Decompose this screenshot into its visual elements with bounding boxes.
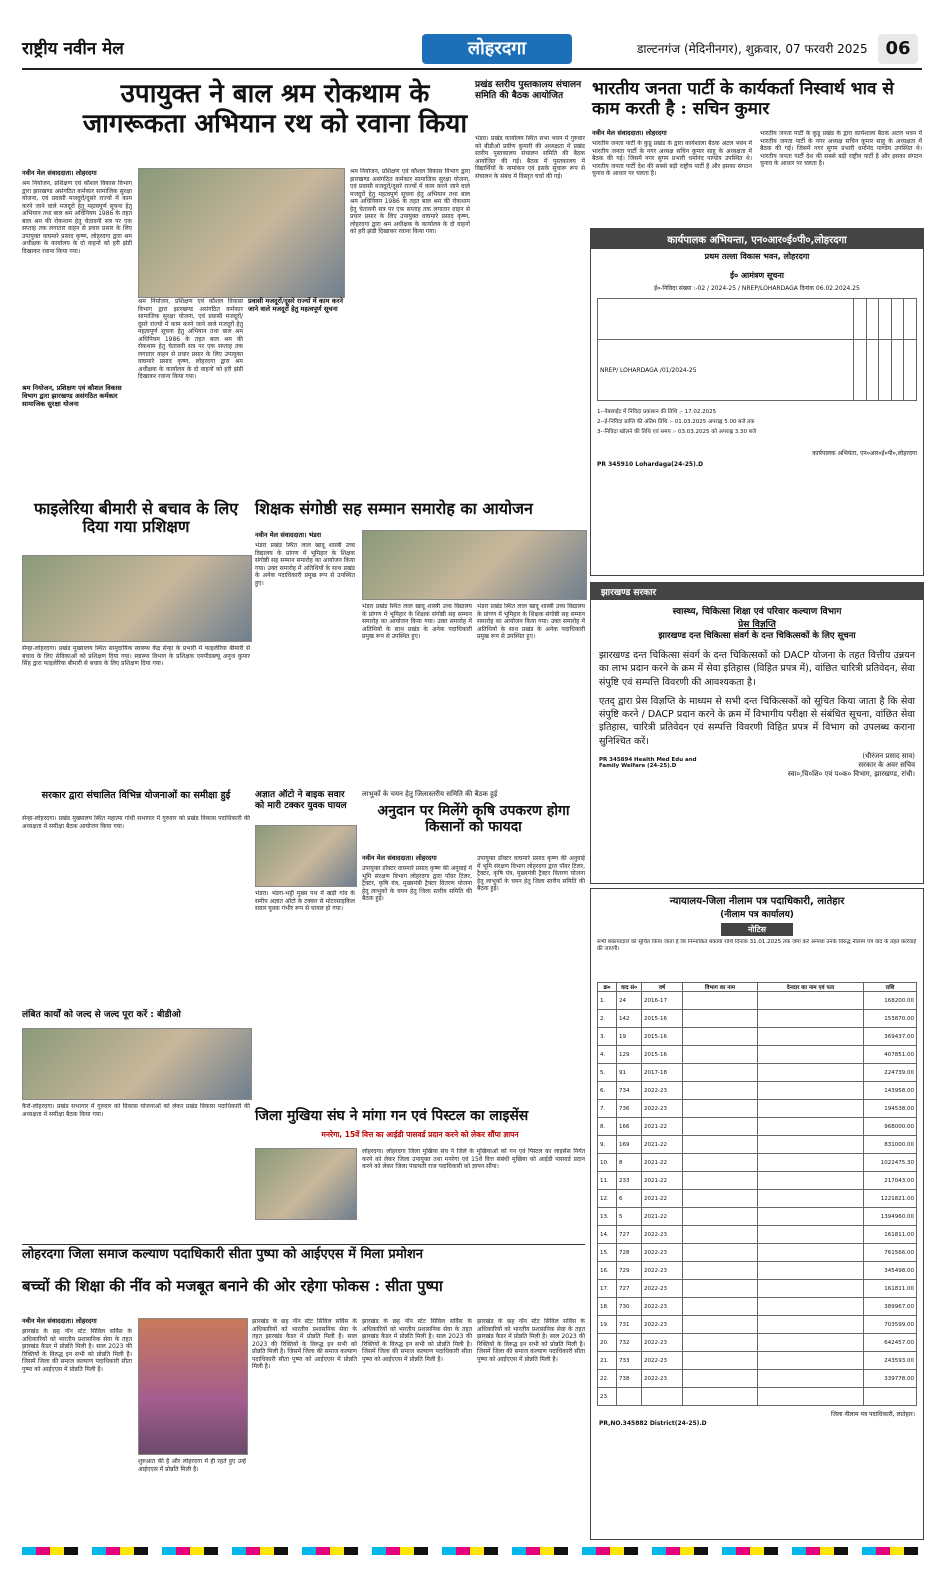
- story1-body-col3: श्रम नियोजन, प्रशिक्षण एवं कौशल विकास विभाग द्वारा झारखण्ड असंगठित कर्मकार सामाजिक सुरक्षा योजना, एवं प्रवासी मजदूरों/दूसरे राज्यों में काम करने जाने वाले मजदूरों हेतु महत्वपूर्ण सूचना हेतु अभियान तथा बाल श्रम अधिनियम 1986 के तहत बाल श्रम की रोकथाम हेतु चेतावनी सत्र पर एक सप्ताह तक लगातार वाहन से प्रचार प्रसार के लिए उपायुक्त वाघमारे प्रसाद कृष्ण, लोहरदगा द्वारा श्रम अधीक्षक के कार्यालय के दो वाहनों को हरी झंडी दिखाकर रवाना किया गया।: [350, 168, 470, 235]
- promotion-rule: [22, 1244, 585, 1245]
- story1-body: श्रम नियोजन, प्रशिक्षण एवं कौशल विकास विभाग द्वारा झारखण्ड असंगठित कर्मकार सामाजिक सुरक्षा योजना, एवं प्रवासी मजदूरों/दूसरे राज्यों में काम करने जाने वाले मजदूरों हेतु महत्वपूर्ण सूचना हेतु अभियान तथा बाल श्रम अधिनियम 1986 के तहत बाल श्रम की रोकथाम हेतु चेतावनी सत्र पर एक सप्ताह तक लगातार वाहन से प्रचार प्रसार के लिए उपायुक्त वाघमारे प्रसाद कृष्ण, लोहरदगा द्वारा श्रम अधीक्षक के कार्यालय के दो वाहनों को हरी झंडी दिखाकर रवाना किया गया।: [22, 180, 132, 255]
- auto-body: भंडरा। भंडरा-भट्ठी मुख्य पथ में खड़ी गांव के समीप अज्ञात ऑटो के टक्कर से मोटरसाइकिल सवार युवक गंभीर रूप से घायल हो गया।: [255, 890, 355, 912]
- row-department: [683, 1172, 758, 1190]
- row-case: 166: [617, 1118, 642, 1136]
- masthead: [22, 34, 922, 70]
- row-case: 233: [617, 1172, 642, 1190]
- row-amount: 761566.00: [864, 1244, 917, 1262]
- auction-table-row: [598, 1262, 917, 1280]
- row-amount: 168200.00: [864, 992, 917, 1010]
- row-department: [683, 1298, 758, 1316]
- row-case: 732: [617, 1334, 642, 1352]
- story1-subhead: श्रम नियोजन, प्रशिक्षण एवं कौशल विकास विभाग द्वारा झारखण्ड असंगठित कर्मकार सामाजिक सुरक्षा योजना: [22, 384, 122, 408]
- tender-date-3: 3--निविदा खोलने की तिथि एवं समय :- 03.03.2025 को अपराह्न 3.30 बजे: [597, 429, 757, 435]
- teacher-headline: शिक्षक संगोष्ठी सह सम्मान समारोह का आयोजन: [255, 499, 533, 518]
- row-year: 2022-23: [642, 1352, 683, 1370]
- row-amount: 968000.00: [864, 1118, 917, 1136]
- row-case: 727: [617, 1226, 642, 1244]
- tender-date-1: 1--वेबसाईट में निविदा प्रकाशन की तिथि :- 17.02.2025: [597, 409, 717, 415]
- filaria-headline: फाइलेरिया बीमारी से बचाव के लिए दिया गया प्रशिक्षण: [33, 499, 239, 537]
- row-year: 2015-16: [642, 1028, 683, 1046]
- health-sign-name: (धीरंजन प्रसाद साव): [862, 752, 915, 761]
- row-debtor: [758, 1100, 864, 1118]
- row-case: 8: [617, 1154, 642, 1172]
- bjp-byline: नवीन मेल संवाददाता। लोहरदगा: [592, 129, 667, 137]
- row-year: 2015-16: [642, 1010, 683, 1028]
- row-case: 5: [617, 1208, 642, 1226]
- health-para1: झारखण्ड दन्त चिकित्सा संवर्ग के दन्त चिकित्सकों को DACP योजना के तहत वित्तीय उन्नयन का लाभ प्रदान करने के क्रम में सेवा इतिहास (विहित प्रपत्र में), वांछित चारित्री प्रतिवेदन, सेवा संपुष्टि एवं सम्पत्ति विवरणी की आवश्यकता है।: [599, 650, 915, 688]
- row-year: 2022-23: [642, 1280, 683, 1298]
- row-amount: 831000.00: [864, 1136, 917, 1154]
- row-amount: 143958.00: [864, 1082, 917, 1100]
- promotion-body-col2: झारखंड के छह नॉन स्टेट सिविल सर्विस के अधिकारियों को भारतीय प्रशासनिक सेवा के तहत झारखंड कैडर में प्रोन्नति मिली है। साल 2023 की रिक्तियों के विरुद्ध इन सभी को प्रोन्नति मिली है। जिसमें जिला की समाज कल्याण पदाधिकारी सीता पुष्पा को आईएएस में प्रोन्नति मिली है।: [252, 1318, 357, 1370]
- row-case: 24: [617, 992, 642, 1010]
- review-headline: सरकार द्वारा संचालित विभिन्न योजनाओं का समीक्षा हुई: [41, 790, 231, 801]
- health-sign-role: सरकार के अवर सचिव: [858, 761, 915, 770]
- tender-header: कार्यपालक अभियन्ता, एन०आर०ई०पी०,लोहरदगा: [591, 229, 923, 249]
- row-case: 734: [617, 1082, 642, 1100]
- promotion-byline: नवीन मेल संवाददाता। लोहरदगा: [22, 1317, 97, 1325]
- row-case: 6: [617, 1190, 642, 1208]
- auction-table-row: [598, 1136, 917, 1154]
- auto-headline: अज्ञात ऑटो ने बाइक सवार को मारी टक्कर युवक घायल: [255, 790, 347, 811]
- row-department: [683, 1118, 758, 1136]
- col-department: विभाग का नाम: [683, 983, 758, 992]
- row-department: [683, 1352, 758, 1370]
- row-case: 169: [617, 1136, 642, 1154]
- row-debtor: [758, 1226, 864, 1244]
- row-year: 2022-23: [642, 1082, 683, 1100]
- tender-pr: PR 345910 Lohardaga(24-25).D: [597, 461, 704, 468]
- row-serial: 19.: [598, 1316, 617, 1334]
- bjp-headline: भारतीय जनता पार्टी के कार्यकर्ता निस्वार्थ भाव से काम करती है : सचिन कुमार: [592, 79, 894, 119]
- row-debtor: [758, 1028, 864, 1046]
- row-debtor: [758, 1046, 864, 1064]
- bjp-body: भारतीय जनता पार्टी के कुडू प्रखंड के द्वारा कार्यशाला बैठक अटल भवन में भारतीय जनता पार्टी के नगर अध्यक्ष सचिन कुमार साहु के अध्यक्षता में बैठक की गई। जिसमें नगर सुगम प्रभारी धर्मानंद पाण्डेय उपस्थित थे। भारतीय जनता पार्टी देश की सबसे बड़ी राष्ट्रीय पार्टी है और इसका संगठन चुनाव के आधार पर चलता है।: [592, 140, 752, 177]
- auction-table-row: [598, 1370, 917, 1388]
- auction-signoff: जिला नीलाम पत्र पदाधिकारी, लातेहार।: [830, 1411, 915, 1418]
- health-dept: स्वास्थ्य, चिकित्सा शिक्षा एवं परिवार कल्याण विभाग: [672, 607, 842, 617]
- row-department: [683, 1334, 758, 1352]
- row-year: 2022-23: [642, 1244, 683, 1262]
- row-debtor: [758, 1244, 864, 1262]
- auction-table-row: [598, 992, 917, 1010]
- row-serial: 7.: [598, 1100, 617, 1118]
- row-serial: 17.: [598, 1280, 617, 1298]
- row-debtor: [758, 1370, 864, 1388]
- row-serial: 11.: [598, 1172, 617, 1190]
- row-debtor: [758, 1352, 864, 1370]
- col-serial: क्र०: [598, 983, 617, 992]
- row-serial: 15.: [598, 1244, 617, 1262]
- auction-table-row: [598, 1244, 917, 1262]
- row-debtor: [758, 1262, 864, 1280]
- review-body: सेन्हा-लोहरदगा। प्रखंड मुख्यालय स्थित महात्मा गांधी सभागार में गुरुवार को प्रखंड विकास पदाधिकारी की अध्यक्षता में समीक्षा बैठक आयोजन किया गया।: [22, 815, 250, 830]
- row-year: [642, 1388, 683, 1406]
- filaria-photo: [22, 555, 252, 642]
- row-year: 2015-16: [642, 1046, 683, 1064]
- tender-ref: ई०-निविदा संख्या :-02 / 2024-25 / NREP/LOHARDAGA दिनांक 06.02.2024.25: [654, 285, 860, 292]
- row-serial: 4.: [598, 1046, 617, 1064]
- agri-byline: नवीन मेल संवाददाता। लोहरदगा: [362, 854, 437, 862]
- auction-table-row: [598, 1118, 917, 1136]
- mukhiya-headline: जिला मुखिया संघ ने मांगा गन एवं पिस्टल का लाइसेंस: [255, 1108, 529, 1124]
- row-amount: 161811.00: [864, 1280, 917, 1298]
- row-serial: 21.: [598, 1352, 617, 1370]
- promotion-body-col3: झारखंड के छह नॉन स्टेट सिविल सर्विस के अधिकारियों को भारतीय प्रशासनिक सेवा के तहत झारखंड कैडर में प्रोन्नति मिली है। साल 2023 की रिक्तियों के विरुद्ध इन सभी को प्रोन्नति मिली है। जिसमें जिला की समाज कल्याण पदाधिकारी सीता पुष्पा को आईएएस में प्रोन्नति मिली है।: [362, 1318, 472, 1363]
- auction-table-row: [598, 1172, 917, 1190]
- auction-table-row: [598, 1100, 917, 1118]
- row-case: [617, 1388, 642, 1406]
- row-amount: 243593.00: [864, 1352, 917, 1370]
- auto-photo: [255, 825, 357, 887]
- col-debtor: देनदार का नाम एवं पता: [758, 983, 864, 992]
- agri-headline: अनुदान पर मिलेंगे कृषि उपकरण होगा किसानों को फायदा: [377, 803, 570, 836]
- registration-colorbar: [22, 1547, 922, 1555]
- health-notice: [590, 582, 924, 884]
- row-department: [683, 1226, 758, 1244]
- library-headline: प्रखंड स्तरीय पुस्तकालय संचालन समिति की बैठक आयोजित: [475, 80, 582, 101]
- row-serial: 3.: [598, 1028, 617, 1046]
- row-serial: 9.: [598, 1136, 617, 1154]
- story1-caption: प्रवासी मजदूरों/दूसरे राज्यों में काम करने जाने वाले मजदूरों हेतु महत्वपूर्ण सूचना: [248, 297, 343, 313]
- auction-table-row: [598, 1082, 917, 1100]
- health-title: प्रेस विज्ञप्ति: [738, 620, 776, 630]
- auction-title: न्यायालय-जिला नीलाम पत्र पदाधिकारी, लातेहार: [669, 896, 845, 907]
- row-department: [683, 1370, 758, 1388]
- row-amount: 389967.00: [864, 1298, 917, 1316]
- newspaper-brand: राष्ट्रीय नवीन मेल: [22, 39, 124, 59]
- auction-table-row: [598, 1316, 917, 1334]
- health-para2: एतद् द्वारा प्रेस विज्ञप्ति के माध्यम से सभी दन्त चिकित्सकों को सूचित किया जाता है कि सेवा संपुष्टि करने / DACP प्रदान करने के क्रम में विभागीय परीक्षा से संबंधित सूचना, वांछित सेवा इतिहास, चारित्री प्रतिवेदन एवं सम्पत्ति विवरणी विहित प्रपत्र में विभाग को उपलब्ध कराना सुनिश्चित करें।: [599, 695, 915, 747]
- row-department: [683, 1046, 758, 1064]
- teacher-byline: नवीन मेल संवाददाता। भंडरा: [255, 531, 322, 539]
- row-department: [683, 1154, 758, 1172]
- auction-table-header: [598, 983, 917, 992]
- row-serial: 10.: [598, 1154, 617, 1172]
- row-amount: 194538.00: [864, 1100, 917, 1118]
- row-serial: 23.: [598, 1388, 617, 1406]
- row-serial: 8.: [598, 1118, 617, 1136]
- library-body: भंडरा। प्रखंड कार्यालय स्थित सभा भवन में गुरुवार को बीडीओ प्रवीण कुमारी की अध्यक्षता में प्रखंड स्तरीय पुस्तकालय संचालन समिति की बैठक आयोजित की गई। बैठक में पुस्तकालय में विद्यार्थियों के नामांकन एवं इसके सुचारू रूप से संचालन के संबंध में विस्तृत चर्चा की गई।: [475, 135, 585, 180]
- tender-notice: [590, 228, 924, 576]
- row-serial: 12.: [598, 1190, 617, 1208]
- pending-body: कैरो-लोहरदगा। प्रखंड सभागार में गुरुवार को विकास योजनाओं को लेकर प्रखंड विकास पदाधिकारी की अध्यक्षता में समीक्षा बैठक किया गया।: [22, 1103, 250, 1118]
- row-serial: 22.: [598, 1370, 617, 1388]
- row-debtor: [758, 1388, 864, 1406]
- row-year: 2021-22: [642, 1154, 683, 1172]
- auction-table-row: [598, 1280, 917, 1298]
- row-debtor: [758, 1298, 864, 1316]
- agri-kicker: लाभुकों के चयन हेतु जिलास्तरीय समिति की बैठक हुई: [362, 790, 498, 798]
- row-amount: 161811.00: [864, 1226, 917, 1244]
- row-year: 2017-18: [642, 1064, 683, 1082]
- row-department: [683, 1064, 758, 1082]
- section-title: लोहरदगा: [422, 34, 572, 64]
- promotion-headline: बच्चों की शिक्षा की नींव को मजबूत बनाने की ओर रहेगा फोकस : सीता पुष्पा: [22, 1277, 443, 1295]
- row-amount: 369437.00: [864, 1028, 917, 1046]
- row-case: 728: [617, 1244, 642, 1262]
- pending-photo: [22, 1028, 252, 1100]
- col-amount: राशि: [864, 983, 917, 992]
- row-amount: 703599.00: [864, 1316, 917, 1334]
- row-amount: 407851.00: [864, 1046, 917, 1064]
- row-debtor: [758, 1136, 864, 1154]
- sita-pushpa-photo: [138, 1318, 248, 1455]
- auction-table-row: [598, 1064, 917, 1082]
- row-year: 2021-22: [642, 1208, 683, 1226]
- auction-table-row: [598, 1028, 917, 1046]
- health-govt: झारखण्ड सरकार: [591, 583, 923, 600]
- auction-table-row: [598, 1334, 917, 1352]
- tender-signoff: कार्यपालक अभियंता, एन०आर०ई०पी०,लोहरदगा: [812, 450, 917, 457]
- row-amount: 642457.00: [864, 1334, 917, 1352]
- row-debtor: [758, 1154, 864, 1172]
- agri-body-cont: उपायुक्त डॉक्टर वाघमारे प्रसाद कृष्ण की अनुवाई में भूमि संरक्षण विभाग लोहरदगा द्वारा पॉवर टिलर, ट्रैक्टर, कृषि यंत्र, मुख्यमंत्री ट्रैक्टर वितरण योजना हेतु लाभुकों के चयन हेतु जिला स्तरीय समिति की बैठक हुई।: [477, 855, 585, 892]
- row-department: [683, 1280, 758, 1298]
- tender-table: [597, 298, 917, 401]
- promotion-body: झारखंड के छह नॉन स्टेट सिविल सर्विस के अधिकारियों को भारतीय प्रशासनिक सेवा के तहत झारखंड कैडर में प्रोन्नति मिली है। साल 2023 की रिक्तियों के विरुद्ध इन सभी को प्रोन्नति मिली है। जिसमें जिला की समाज कल्याण पदाधिकारी सीता पुष्पा को आईएएस में प्रोन्नति मिली है।: [22, 1328, 132, 1373]
- row-year: 2022-23: [642, 1316, 683, 1334]
- auction-table-row: [598, 1046, 917, 1064]
- row-department: [683, 1262, 758, 1280]
- row-department: [683, 1082, 758, 1100]
- auction-intro: सभी बकायादारों को सूचित किया जाता है कि निम्नांकित बकाया राशि दिनांक 31.01.2025 तक जमा करें अन्यथा उनके विरुद्ध नीलाम पत्र वाद के तहत कार्रवाई की जाएगी।: [597, 939, 917, 953]
- row-year: 2022-23: [642, 1226, 683, 1244]
- row-department: [683, 1190, 758, 1208]
- row-case: 727: [617, 1280, 642, 1298]
- row-amount: 339778.00: [864, 1370, 917, 1388]
- row-year: 2021-22: [642, 1136, 683, 1154]
- row-department: [683, 1244, 758, 1262]
- auction-table-row: [598, 1190, 917, 1208]
- row-year: 2022-23: [642, 1334, 683, 1352]
- row-department: [683, 992, 758, 1010]
- row-debtor: [758, 1172, 864, 1190]
- row-case: 738: [617, 1370, 642, 1388]
- row-debtor: [758, 1190, 864, 1208]
- mukhiya-kicker: मनरेगा, 15वें वित्त का आईडी पासवर्ड प्रदान करने को लेकर सौंपा ज्ञापन: [321, 1130, 519, 1139]
- mukhiya-body: लोहरदगा। लोहरदगा जिला मुखिया संघ ने जिले के मुखियाओं को गन एवं पिस्टल का लाइसेंस निर्गत करने को लेकर जिला उपायुक्त तथा मनरेगा एवं 15वें वित्त संबंधी मुखिया को आईडी पासवर्ड प्रदान करने को लेकर जिला पंचायती राज पदाधिकारी को ज्ञापन सौंपा।: [362, 1148, 585, 1170]
- dateline: डाल्टनगंज (मेदिनीनगर), शुक्रवार, 07 फरवरी 2025: [637, 42, 868, 56]
- health-subtitle: झारखण्ड दन्त चिकित्सा संवर्ग के दन्त चिकित्सकों के लिए सूचना: [658, 631, 856, 641]
- row-case: 142: [617, 1010, 642, 1028]
- story1-body-cont: श्रम नियोजन, प्रशिक्षण एवं कौशल विकास विभाग द्वारा झारखण्ड असंगठित कर्मकार सामाजिक सुरक्षा योजना, एवं प्रवासी मजदूरों/दूसरे राज्यों में काम करने जाने वाले मजदूरों हेतु महत्वपूर्ण सूचना हेतु अभियान तथा बाल श्रम अधिनियम 1986 के तहत बाल श्रम की रोकथाम हेतु चेतावनी सत्र पर एक सप्ताह तक लगातार वाहन से प्रचार प्रसार के लिए उपायुक्त वाघमारे प्रसाद कृष्ण, लोहरदगा द्वारा श्रम अधीक्षक के कार्यालय के दो वाहनों को हरी झंडी दिखाकर रवाना किया गया।: [138, 298, 243, 380]
- col-year: वर्ष: [642, 983, 683, 992]
- row-serial: 1.: [598, 992, 617, 1010]
- row-department: [683, 1010, 758, 1028]
- pending-headline: लंबित कार्यों को जल्द से जल्द पूरा करें : बीडीओ: [22, 1010, 181, 1020]
- row-amount: 345498.00: [864, 1262, 917, 1280]
- row-serial: 14.: [598, 1226, 617, 1244]
- auction-table-row: [598, 1154, 917, 1172]
- auction-notice-label: नोटिस: [721, 923, 793, 936]
- row-amount: 153870.00: [864, 1010, 917, 1028]
- row-year: 2022-23: [642, 1100, 683, 1118]
- auction-table-row: [598, 1208, 917, 1226]
- teacher-body: भंडरा प्रखंड स्थित लाल खादू शास्त्री उच्च विद्यालय के प्रांगण में भूमिहार के शिक्षक संगोष्ठी सह सम्मान समारोह का आयोजन किया गया। उक्त समारोह में अतिथियों के साथ प्रखंड के अनेक पदाधिकारी प्रमुख रूप से उपस्थित हुए।: [255, 542, 355, 587]
- teacher-body-cont: भंडरा प्रखंड स्थित लाल खादू शास्त्री उच्च विद्यालय के प्रांगण में भूमिहार के शिक्षक संगोष्ठी सह सम्मान समारोह का आयोजन किया गया। उक्त समारोह में अतिथियों के साथ प्रखंड के अनेक पदाधिकारी प्रमुख रूप से उपस्थित हुए।: [362, 603, 472, 640]
- auction-table-row: [598, 1226, 917, 1244]
- agri-body: उपायुक्त डॉक्टर वाघमारे प्रसाद कृष्ण की अनुवाई में भूमि संरक्षण विभाग लोहरदगा द्वारा पॉवर टिलर, ट्रैक्टर, कृषि यंत्र, मुख्यमंत्री ट्रैक्टर वितरण योजना हेतु लाभुकों के चयन हेतु जिला स्तरीय समिति की बैठक हुई।: [362, 865, 472, 902]
- filaria-body: सेन्हा-लोहरदगा। प्रखंड मुख्यालय स्थित सामुदायिक स्वास्थ्य केंद्र सेन्हा के प्रभारी में फाइलेरिया बीमारी से बचाव के लिए सेविकाओं को प्रशिक्षण दिया गया। स्वास्थ्य विभाग के प्रशिक्षक एमपीडब्ल्यू अनुज कुमार सिंह द्वारा फाइलेरिया बीमारी से बचाव के लिए प्रशिक्षण दिया गया।: [22, 645, 250, 667]
- row-year: 2021-22: [642, 1190, 683, 1208]
- row-amount: 217043.00: [864, 1172, 917, 1190]
- row-serial: 6.: [598, 1082, 617, 1100]
- row-serial: 18.: [598, 1298, 617, 1316]
- row-debtor: [758, 1082, 864, 1100]
- row-year: 2021-22: [642, 1172, 683, 1190]
- teacher-photo: [362, 530, 587, 600]
- row-amount: 224739.00: [864, 1064, 917, 1082]
- col-case: वाद सं०: [617, 983, 642, 992]
- row-amount: 1221821.00: [864, 1190, 917, 1208]
- row-year: 2022-23: [642, 1298, 683, 1316]
- auction-table-row: [598, 1352, 917, 1370]
- auction-notice: [590, 888, 924, 1540]
- row-case: 733: [617, 1352, 642, 1370]
- row-department: [683, 1100, 758, 1118]
- auction-pr: PR,NO.345882 District(24-25).D: [599, 1420, 707, 1427]
- row-debtor: [758, 1010, 864, 1028]
- story1-byline: नवीन मेल संवाददाता। लोहरदगा: [22, 169, 97, 177]
- row-case: 731: [617, 1316, 642, 1334]
- row-case: 129: [617, 1046, 642, 1064]
- tender-title: ई० आमंत्रण सूचना: [730, 271, 784, 280]
- row-debtor: [758, 1334, 864, 1352]
- row-debtor: [758, 992, 864, 1010]
- row-case: 91: [617, 1064, 642, 1082]
- teacher-body-col3: भंडरा प्रखंड स्थित लाल खादू शास्त्री उच्च विद्यालय के प्रांगण में भूमिहार के शिक्षक संगोष्ठी सह सम्मान समारोह का आयोजन किया गया। उक्त समारोह में अतिथियों के साथ प्रखंड के अनेक पदाधिकारी प्रमुख रूप से उपस्थित हुए।: [477, 603, 585, 640]
- story1-headline: उपायुक्त ने बाल श्रम रोकथाम के जागरूकता अभियान रथ को रवाना किया: [82, 79, 468, 139]
- promotion-body-col4: झारखंड के छह नॉन स्टेट सिविल सर्विस के अधिकारियों को भारतीय प्रशासनिक सेवा के तहत झारखंड कैडर में प्रोन्नति मिली है। साल 2023 की रिक्तियों के विरुद्ध इन सभी को प्रोन्नति मिली है। जिसमें जिला की समाज कल्याण पदाधिकारी सीता पुष्पा को आईएएस में प्रोन्नति मिली है।: [477, 1318, 585, 1363]
- auction-subtitle: (नीलाम पत्र कार्यालय): [720, 910, 794, 920]
- row-amount: [864, 1388, 917, 1406]
- mukhiya-photo: [255, 1148, 357, 1220]
- row-case: 729: [617, 1262, 642, 1280]
- row-serial: 13.: [598, 1208, 617, 1226]
- row-case: 730: [617, 1298, 642, 1316]
- row-department: [683, 1388, 758, 1406]
- row-serial: 20.: [598, 1334, 617, 1352]
- row-serial: 16.: [598, 1262, 617, 1280]
- bjp-body-cont: भारतीय जनता पार्टी के कुडू प्रखंड के द्वारा कार्यशाला बैठक अटल भवन में भारतीय जनता पार्टी के नगर अध्यक्ष सचिन कुमार साहु के अध्यक्षता में बैठक की गई। जिसमें नगर सुगम प्रभारी धर्मानंद पाण्डेय उपस्थित थे। भारतीय जनता पार्टी देश की सबसे बड़ी राष्ट्रीय पार्टी है और इसका संगठन चुनाव के आधार पर चलता है।: [760, 130, 922, 167]
- auction-table-row: [598, 1010, 917, 1028]
- story1-photo: [138, 168, 345, 298]
- row-debtor: [758, 1208, 864, 1226]
- row-amount: 1394960.00: [864, 1208, 917, 1226]
- row-year: 2021-22: [642, 1118, 683, 1136]
- row-year: 2022-23: [642, 1262, 683, 1280]
- row-year: 2016-17: [642, 992, 683, 1010]
- row-year: 2022-23: [642, 1370, 683, 1388]
- row-debtor: [758, 1064, 864, 1082]
- row-debtor: [758, 1118, 864, 1136]
- row-serial: 5.: [598, 1064, 617, 1082]
- row-serial: 2.: [598, 1010, 617, 1028]
- row-amount: 1022475.30: [864, 1154, 917, 1172]
- health-sign-dept: स्वा०,चि०शि० एवं प०क० विभाग, झारखण्ड, रांची।: [787, 770, 915, 779]
- row-department: [683, 1136, 758, 1154]
- row-department: [683, 1316, 758, 1334]
- auction-table-row: [598, 1388, 917, 1406]
- row-department: [683, 1028, 758, 1046]
- auction-table: [597, 982, 917, 1406]
- tender-row-ref: NREP/ LOHARDAGA /01/2024-25: [598, 340, 854, 401]
- page-number: 06: [878, 34, 918, 64]
- row-debtor: [758, 1316, 864, 1334]
- row-department: [683, 1208, 758, 1226]
- row-debtor: [758, 1280, 864, 1298]
- row-case: 736: [617, 1100, 642, 1118]
- tender-date-2: 2--ई-निविदा प्राप्ति की अंतिम तिथि :- 01.03.2025 अपराह्न 5.00 बजे तक: [597, 419, 755, 425]
- promotion-kicker: लोहरदगा जिला समाज कल्याण पदाधिकारी सीता पुष्पा को आईएएस में मिला प्रमोशन: [22, 1247, 423, 1262]
- row-case: 19: [617, 1028, 642, 1046]
- auction-table-row: [598, 1298, 917, 1316]
- health-pr: PR 345894 Health Med Edu and Family Welfare (24-25).D: [599, 757, 697, 770]
- promotion-caption: शुरुआत की है और लोहरदगा में ही रहते हुए उन्हें आईएएस में प्रोन्नति मिली है।: [138, 1458, 246, 1473]
- tender-subheader: प्रथम तल्ला विकास भवन, लोहरदगा: [704, 252, 810, 261]
